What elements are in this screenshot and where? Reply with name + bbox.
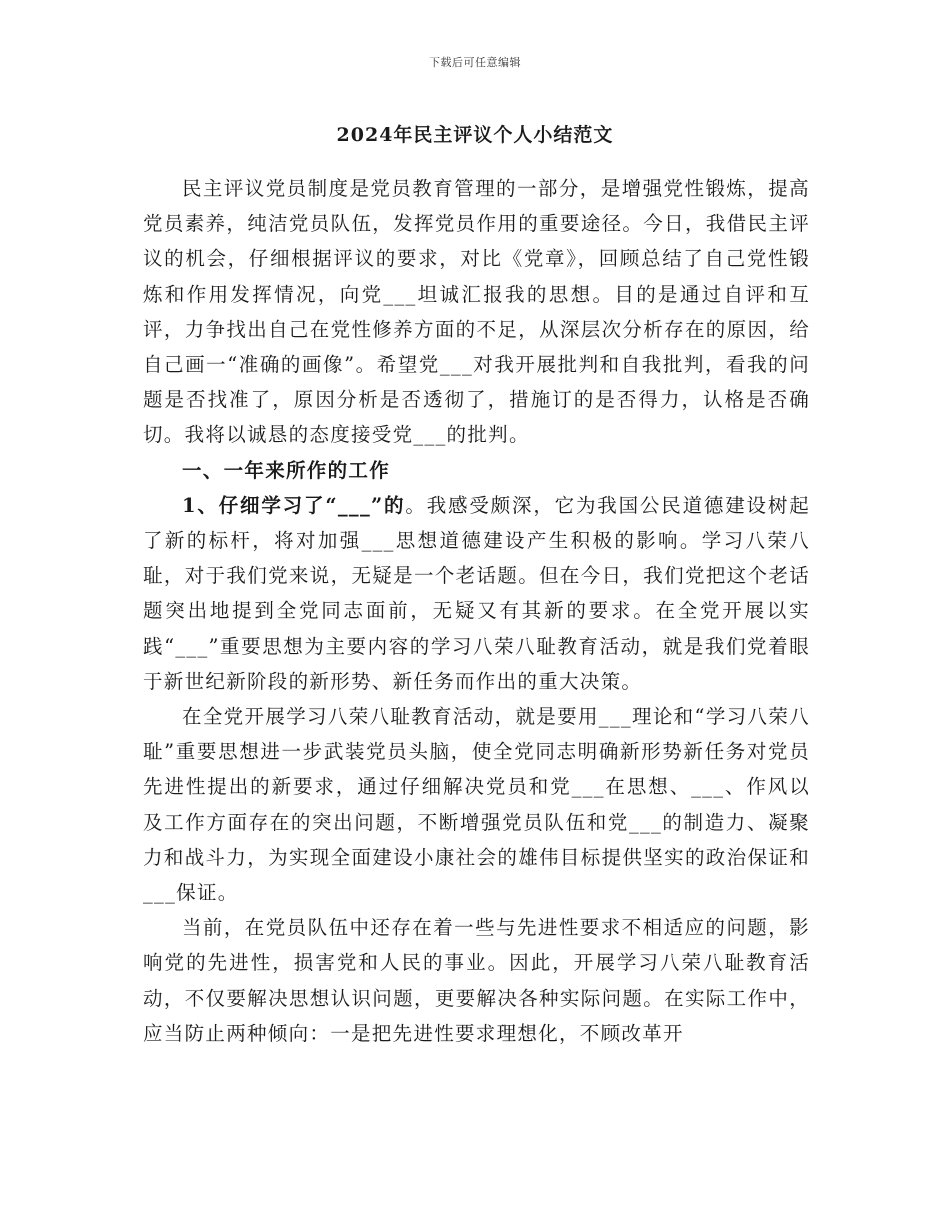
item-1-text: 。我感受颇深，它为我国公民道德建设树起了新的标杆，将对加强___思想道德建设产生积极的影响。学习八荣八耻，对于我们党来说，无疑是一个老话题。但在今日，我们党把这个老话题突出地提到全党同志面前，无疑又有其新的要求。在全党开展以实践“___”重要思想为主要内容的学习八荣八耻教育活动，就是我们党着眼于新世纪新阶段的新形势、新任务而作出的重大决策。: [143, 493, 811, 693]
document-body: [143, 171, 810, 1051]
paragraph-3: 在全党开展学习八荣八耻教育活动，就是要用___理论和“学习八荣八耻”重要思想进一步武装党员头脑，使全党同志明确新形势新任务对党员先进性提出的新要求，通过仔细解决党员和党___在思想、___、作风以及工作方面存在的突出问题，不断增强党员队伍和党___的制造力、凝聚力和战斗力，为实现全面建设小康社会的雄伟目标提供坚实的政治保证和___保证。: [143, 705, 810, 905]
paragraph-4: 当前，在党员队伍中还存在着一些与先进性要求不相适应的问题，影响党的先进性，损害党和人民的事业。因此，开展学习八荣八耻教育活动，不仅要解决思想认识问题，更要解决各种实际问题。在实际工作中，应当防止两种倾向：一是把先进性要求理想化，不顾改革开: [143, 916, 810, 1045]
section-heading: 一、一年来所作的工作: [182, 458, 391, 482]
document-title: 2024年民主评议个人小结范文: [336, 124, 614, 146]
header-note: 下载后可任意编辑: [429, 56, 521, 69]
paragraph-item-1: [143, 488, 810, 699]
item-1-heading: 1、仔细学习了“___”的: [182, 493, 406, 517]
paragraph-intro: 民主评议党员制度是党员教育管理的一部分，是增强党性锻炼，提高党员素养，纯洁党员队伍，发挥党员作用的重要途径。今日，我借民主评议的机会，仔细根据评议的要求，对比《党章》，回顾总结了自己党性锻炼和作用发挥情况，向党___坦诚汇报我的思想。目的是通过自评和互评，力争找出自己在党性修养方面的不足，从深层次分析存在的原因，给自己画一“准确的画像”。希望党___对我开展批判和自我批判，看我的问题是否找准了，原因分析是否透彻了，措施订的是否得力，认格是否确切。我将以诚恳的态度接受党___的批判。: [143, 177, 810, 447]
